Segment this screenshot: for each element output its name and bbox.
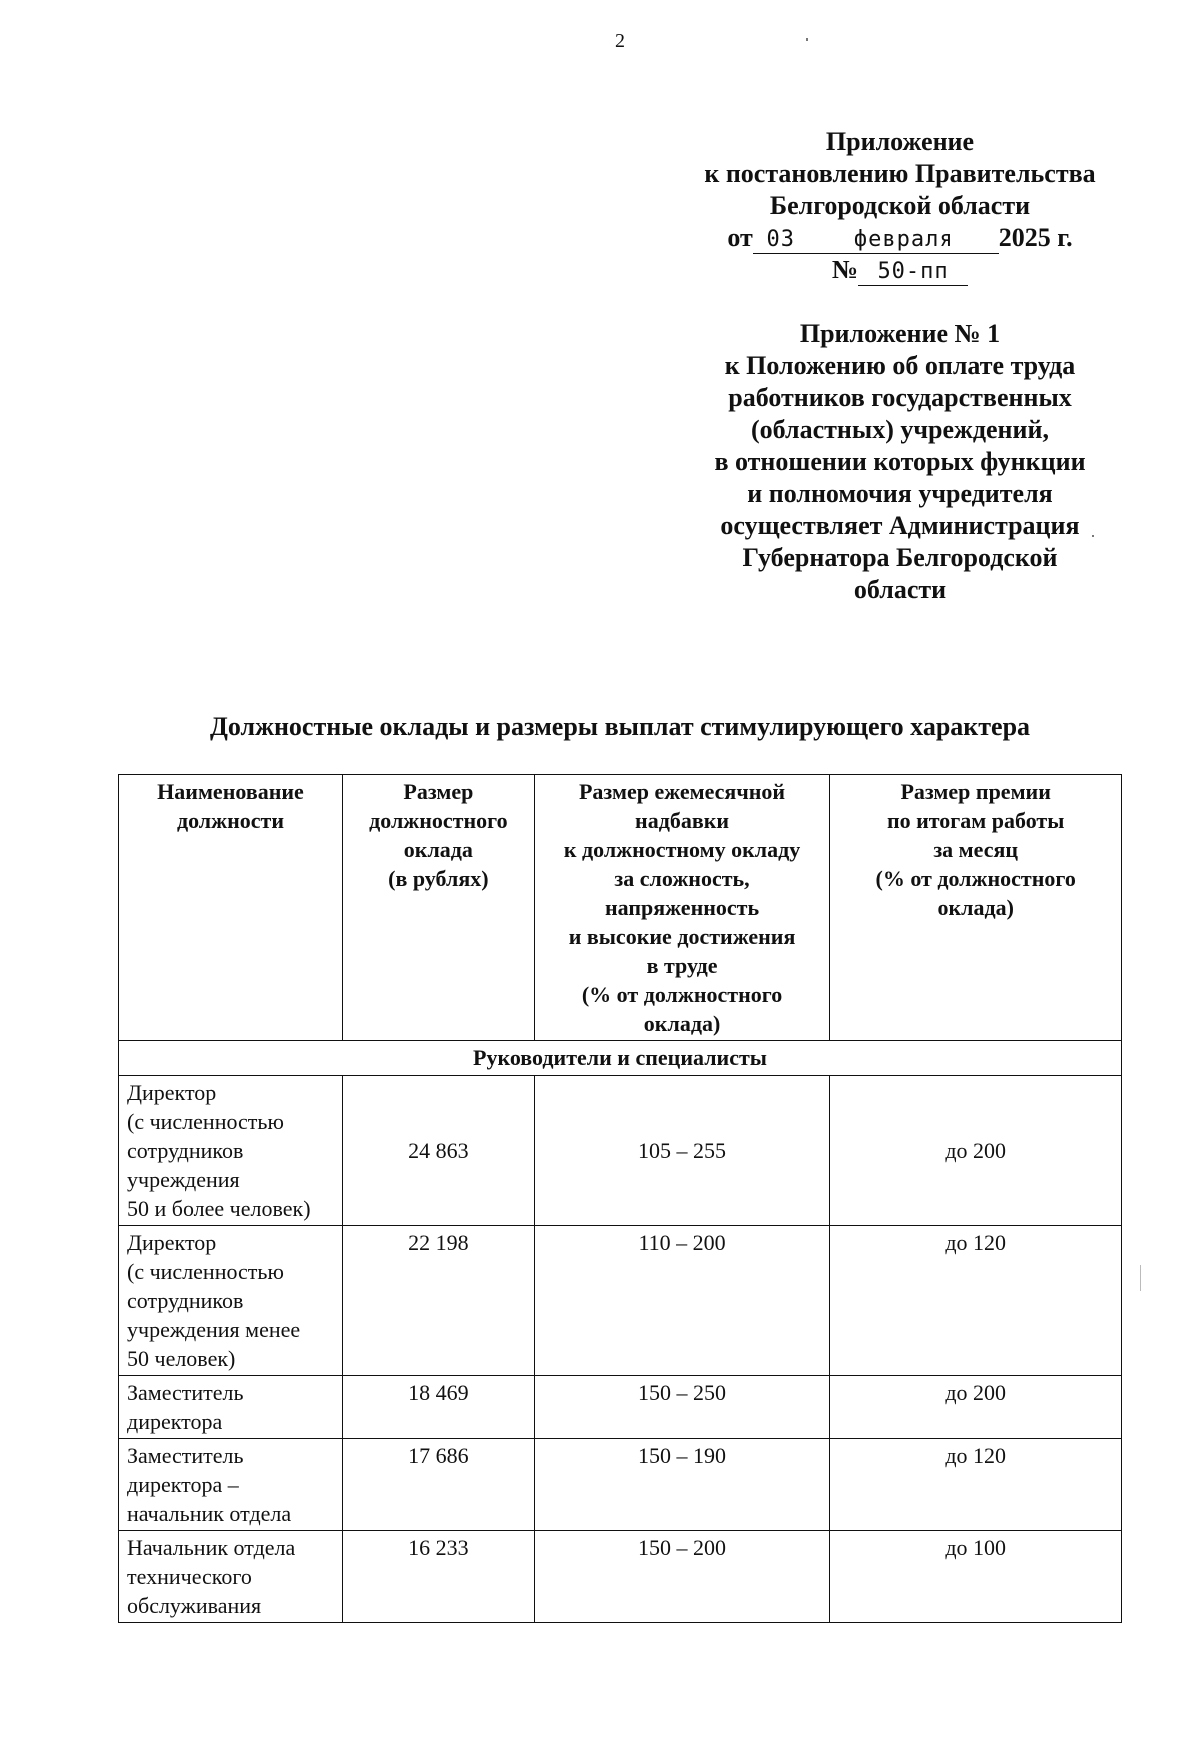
header-position — [119, 775, 343, 1041]
appendix-1-line: (областных) учреждений, — [751, 415, 1049, 444]
salary-cell: 24 863 — [343, 1076, 535, 1226]
allowance-cell: 150 – 190 — [534, 1439, 830, 1531]
appendix-1-line: работников государственных — [728, 383, 1072, 412]
allowance-cell: 150 – 250 — [534, 1376, 830, 1439]
table-row — [119, 1531, 1122, 1623]
bonus-cell: до 200 — [830, 1076, 1122, 1226]
header-line: должности — [176, 808, 285, 833]
appendix-1-line: осуществляет Администрация — [720, 511, 1080, 540]
header-line: за месяц — [933, 837, 1019, 862]
appendix-1-line: в отношении которых функции — [714, 447, 1086, 476]
table-row — [119, 1439, 1122, 1531]
bonus-cell: до 120 — [830, 1439, 1122, 1531]
header-line: за сложность, — [614, 866, 750, 891]
appendix-line: к постановлению Правительства — [704, 159, 1096, 188]
position-line: технического — [127, 1564, 252, 1589]
position-line: 50 человек) — [127, 1346, 236, 1371]
header-line: (в рублях) — [388, 866, 489, 891]
header-line: Размер ежемесячной — [578, 779, 786, 804]
header-line: напряженность — [604, 895, 760, 920]
header-salary — [343, 775, 535, 1041]
position-line: учреждения — [127, 1167, 240, 1192]
table-row — [119, 1076, 1122, 1226]
position-line: директора — [127, 1409, 223, 1434]
position-line: Директор — [127, 1230, 217, 1255]
appendix-1-line: и полномочия учредителя — [747, 479, 1053, 508]
header-line: по итогам работы — [886, 808, 1065, 833]
allowance-cell: 105 – 255 — [534, 1076, 830, 1226]
salary-cell: 17 686 — [343, 1439, 535, 1531]
position-line: сотрудников — [127, 1288, 244, 1313]
table-row — [119, 1376, 1122, 1439]
allowance-cell: 110 – 200 — [534, 1226, 830, 1376]
section-heading: Руководители и специалисты — [119, 1041, 1122, 1076]
position-line: Директор — [127, 1080, 217, 1105]
position-cell — [119, 1531, 343, 1623]
position-line: 50 и более человек) — [127, 1196, 311, 1221]
appendix-1-line: Губернатора Белгородской — [742, 543, 1058, 572]
date-month-field: февраля — [809, 227, 999, 254]
salary-cell: 16 233 — [343, 1531, 535, 1623]
bonus-cell: до 120 — [830, 1226, 1122, 1376]
salary-table — [118, 774, 1122, 1623]
position-line: обслуживания — [127, 1593, 262, 1618]
header-line: оклада) — [937, 895, 1014, 920]
appendix-line: Белгородской области — [769, 191, 1031, 220]
number-field: 50-пп — [858, 259, 968, 286]
position-cell — [119, 1439, 343, 1531]
header-line: надбавки — [635, 808, 730, 833]
header-line: Размер — [403, 779, 474, 804]
header-line: Наименование — [157, 779, 304, 804]
appendix-1-line: к Положению об оплате труда — [724, 351, 1076, 380]
table-header-row — [119, 775, 1122, 1041]
header-bonus — [830, 775, 1122, 1041]
table-row — [119, 1226, 1122, 1376]
position-line: Заместитель — [127, 1443, 244, 1468]
scan-speck — [806, 38, 808, 41]
appendix-1-line: области — [853, 575, 947, 604]
number-prefix: № — [831, 255, 859, 284]
appendix-resolution-block — [660, 126, 1140, 286]
date-day-field: 03 — [753, 227, 809, 254]
header-allowance — [534, 775, 830, 1041]
position-line: Начальник отдела — [127, 1535, 296, 1560]
position-line: (с численностью — [127, 1259, 284, 1284]
header-line: (% от должностного — [875, 866, 1076, 891]
page-number: 2 — [615, 30, 625, 52]
header-line: оклада) — [643, 1011, 721, 1036]
position-cell — [119, 1376, 343, 1439]
position-line: сотрудников — [127, 1138, 244, 1163]
header-line: и высокие достижения — [568, 924, 796, 949]
position-line: директора – — [127, 1472, 239, 1497]
date-prefix: от — [727, 223, 753, 252]
position-cell — [119, 1076, 343, 1226]
document-title: Должностные оклады и размеры выплат стимулирующего характера — [209, 712, 1031, 741]
position-line: Заместитель — [127, 1380, 244, 1405]
appendix-1-line: Приложение № 1 — [799, 319, 1001, 348]
resolution-date — [660, 222, 1140, 254]
header-line: в труде — [646, 953, 718, 978]
position-cell — [119, 1226, 343, 1376]
resolution-number — [660, 254, 1140, 286]
scan-speck — [1092, 535, 1094, 537]
bonus-cell: до 200 — [830, 1376, 1122, 1439]
salary-cell: 18 469 — [343, 1376, 535, 1439]
position-line: учреждения менее — [127, 1317, 301, 1342]
appendix-1-block — [660, 318, 1140, 606]
appendix-line: Приложение — [825, 127, 975, 156]
position-line: начальник отдела — [127, 1501, 292, 1526]
date-year: 2025 г. — [998, 223, 1073, 252]
bonus-cell: до 100 — [830, 1531, 1122, 1623]
header-line: (% от должностного — [581, 982, 783, 1007]
position-line: (с численностью — [127, 1109, 284, 1134]
allowance-cell: 150 – 200 — [534, 1531, 830, 1623]
header-line: оклада — [403, 837, 473, 862]
section-row — [119, 1041, 1122, 1076]
header-line: должностного — [369, 808, 508, 833]
salary-cell: 22 198 — [343, 1226, 535, 1376]
header-line: Размер премии — [900, 779, 1051, 804]
scan-speck — [1140, 1265, 1141, 1291]
header-line: к должностному окладу — [563, 837, 801, 862]
